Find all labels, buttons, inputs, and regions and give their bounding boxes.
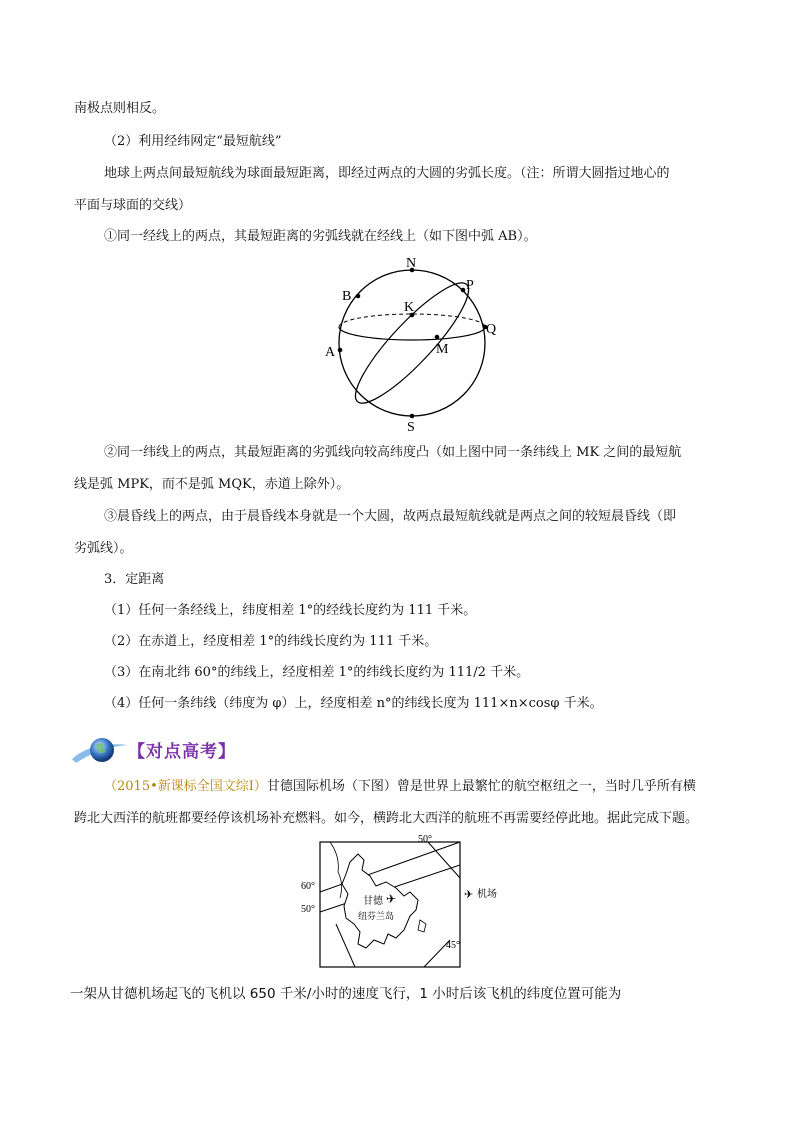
label-a: A bbox=[325, 345, 336, 360]
equator-front bbox=[339, 327, 485, 340]
text-line: 线是弧 MPK，而不是弧 MQK，赤道上除外）。 bbox=[74, 477, 350, 492]
label-lat60: 60° bbox=[301, 881, 315, 892]
text-line: ③晨昏线上的两点，由于晨昏线本身就是一个大圆，故两点最短航线就是两点之间的较短晨昏线（即 bbox=[104, 509, 677, 524]
final-question: 一架从甘德机场起飞的飞机以 650 千米/小时的速度飞行，1 小时后该飞机的纬度位置可能为 bbox=[70, 986, 622, 1002]
label-n: N bbox=[406, 256, 417, 271]
text-line: ②同一纬线上的两点，其最短距离的劣弧线向较高纬度凸（如上图中同一条纬线上 MK 之间的最短航 bbox=[104, 445, 682, 460]
label-lat50: 50° bbox=[301, 904, 315, 915]
point-a bbox=[338, 348, 343, 353]
text-line: （4）任何一条纬线（纬度为 φ）上，经度相差 n°的纬线长度为 111×n×cosφ 千米。 bbox=[104, 696, 603, 711]
point-m bbox=[435, 335, 440, 340]
point-b bbox=[356, 294, 361, 299]
label-k: K bbox=[404, 300, 415, 315]
globe-diagram bbox=[320, 253, 510, 433]
text-line: （2）在赤道上，经度相差 1°的纬线长度约为 111 千米。 bbox=[104, 634, 438, 649]
text-line: （3）在南北纬 60°的纬线上，经度相差 1°的纬线长度约为 111/2 千米。 bbox=[104, 665, 530, 680]
legend-airport-label: 机场 bbox=[477, 889, 497, 900]
legend-airport-icon: ✈ bbox=[464, 889, 474, 901]
text-line: 南极点则相反。 bbox=[74, 101, 166, 116]
label-b: B bbox=[342, 289, 352, 304]
label-lon50: 50° bbox=[418, 834, 432, 845]
section-heading: 3．定距离 bbox=[104, 572, 165, 587]
label-island: 纽芬兰岛 bbox=[358, 911, 395, 921]
gander-map bbox=[300, 832, 500, 974]
label-m: M bbox=[436, 342, 449, 357]
text-line: 平面与球面的交线） bbox=[74, 198, 192, 213]
text-line: 地球上两点间最短航线为球面最短距离，即经过两点的大圆的劣弧长度。（注：所谓大圆指过地心的 bbox=[104, 166, 670, 181]
question-line bbox=[104, 778, 696, 796]
question-source: （2015•新课标全国文综Ⅰ） bbox=[104, 779, 267, 794]
globe-icon bbox=[70, 733, 130, 767]
great-circle bbox=[343, 271, 481, 415]
label-p: P bbox=[466, 278, 474, 293]
airport-icon: ✈ bbox=[386, 892, 397, 906]
text-line: （1）任何一条经线上，纬度相差 1°的经线长度约为 111 千米。 bbox=[104, 603, 477, 618]
section-banner bbox=[70, 733, 370, 767]
banner-title: 【对点高考】 bbox=[128, 742, 236, 762]
point-s bbox=[410, 414, 415, 419]
label-lon45: 45° bbox=[446, 940, 460, 951]
label-gander: 甘德 bbox=[363, 896, 383, 907]
text-line: ①同一经线上的两点，其最短距离的劣弧线就在经线上（如下图中弧 AB）。 bbox=[104, 229, 537, 244]
section-heading: （2）利用经纬网定“最短航线” bbox=[104, 134, 282, 149]
text-line: 劣弧线）。 bbox=[74, 541, 133, 556]
label-s: S bbox=[407, 420, 415, 433]
label-q: Q bbox=[486, 322, 497, 337]
point-p bbox=[461, 288, 466, 293]
text-line: 跨北大西洋的航班都要经停该机场补充燃料。如今，横跨北大西洋的航班不再需要经停此地。据此完成下题。 bbox=[74, 811, 699, 826]
question-text: 甘德国际机场（下图）曾是世界上最繁忙的航空枢纽之一，当时几乎所有横 bbox=[266, 779, 696, 794]
